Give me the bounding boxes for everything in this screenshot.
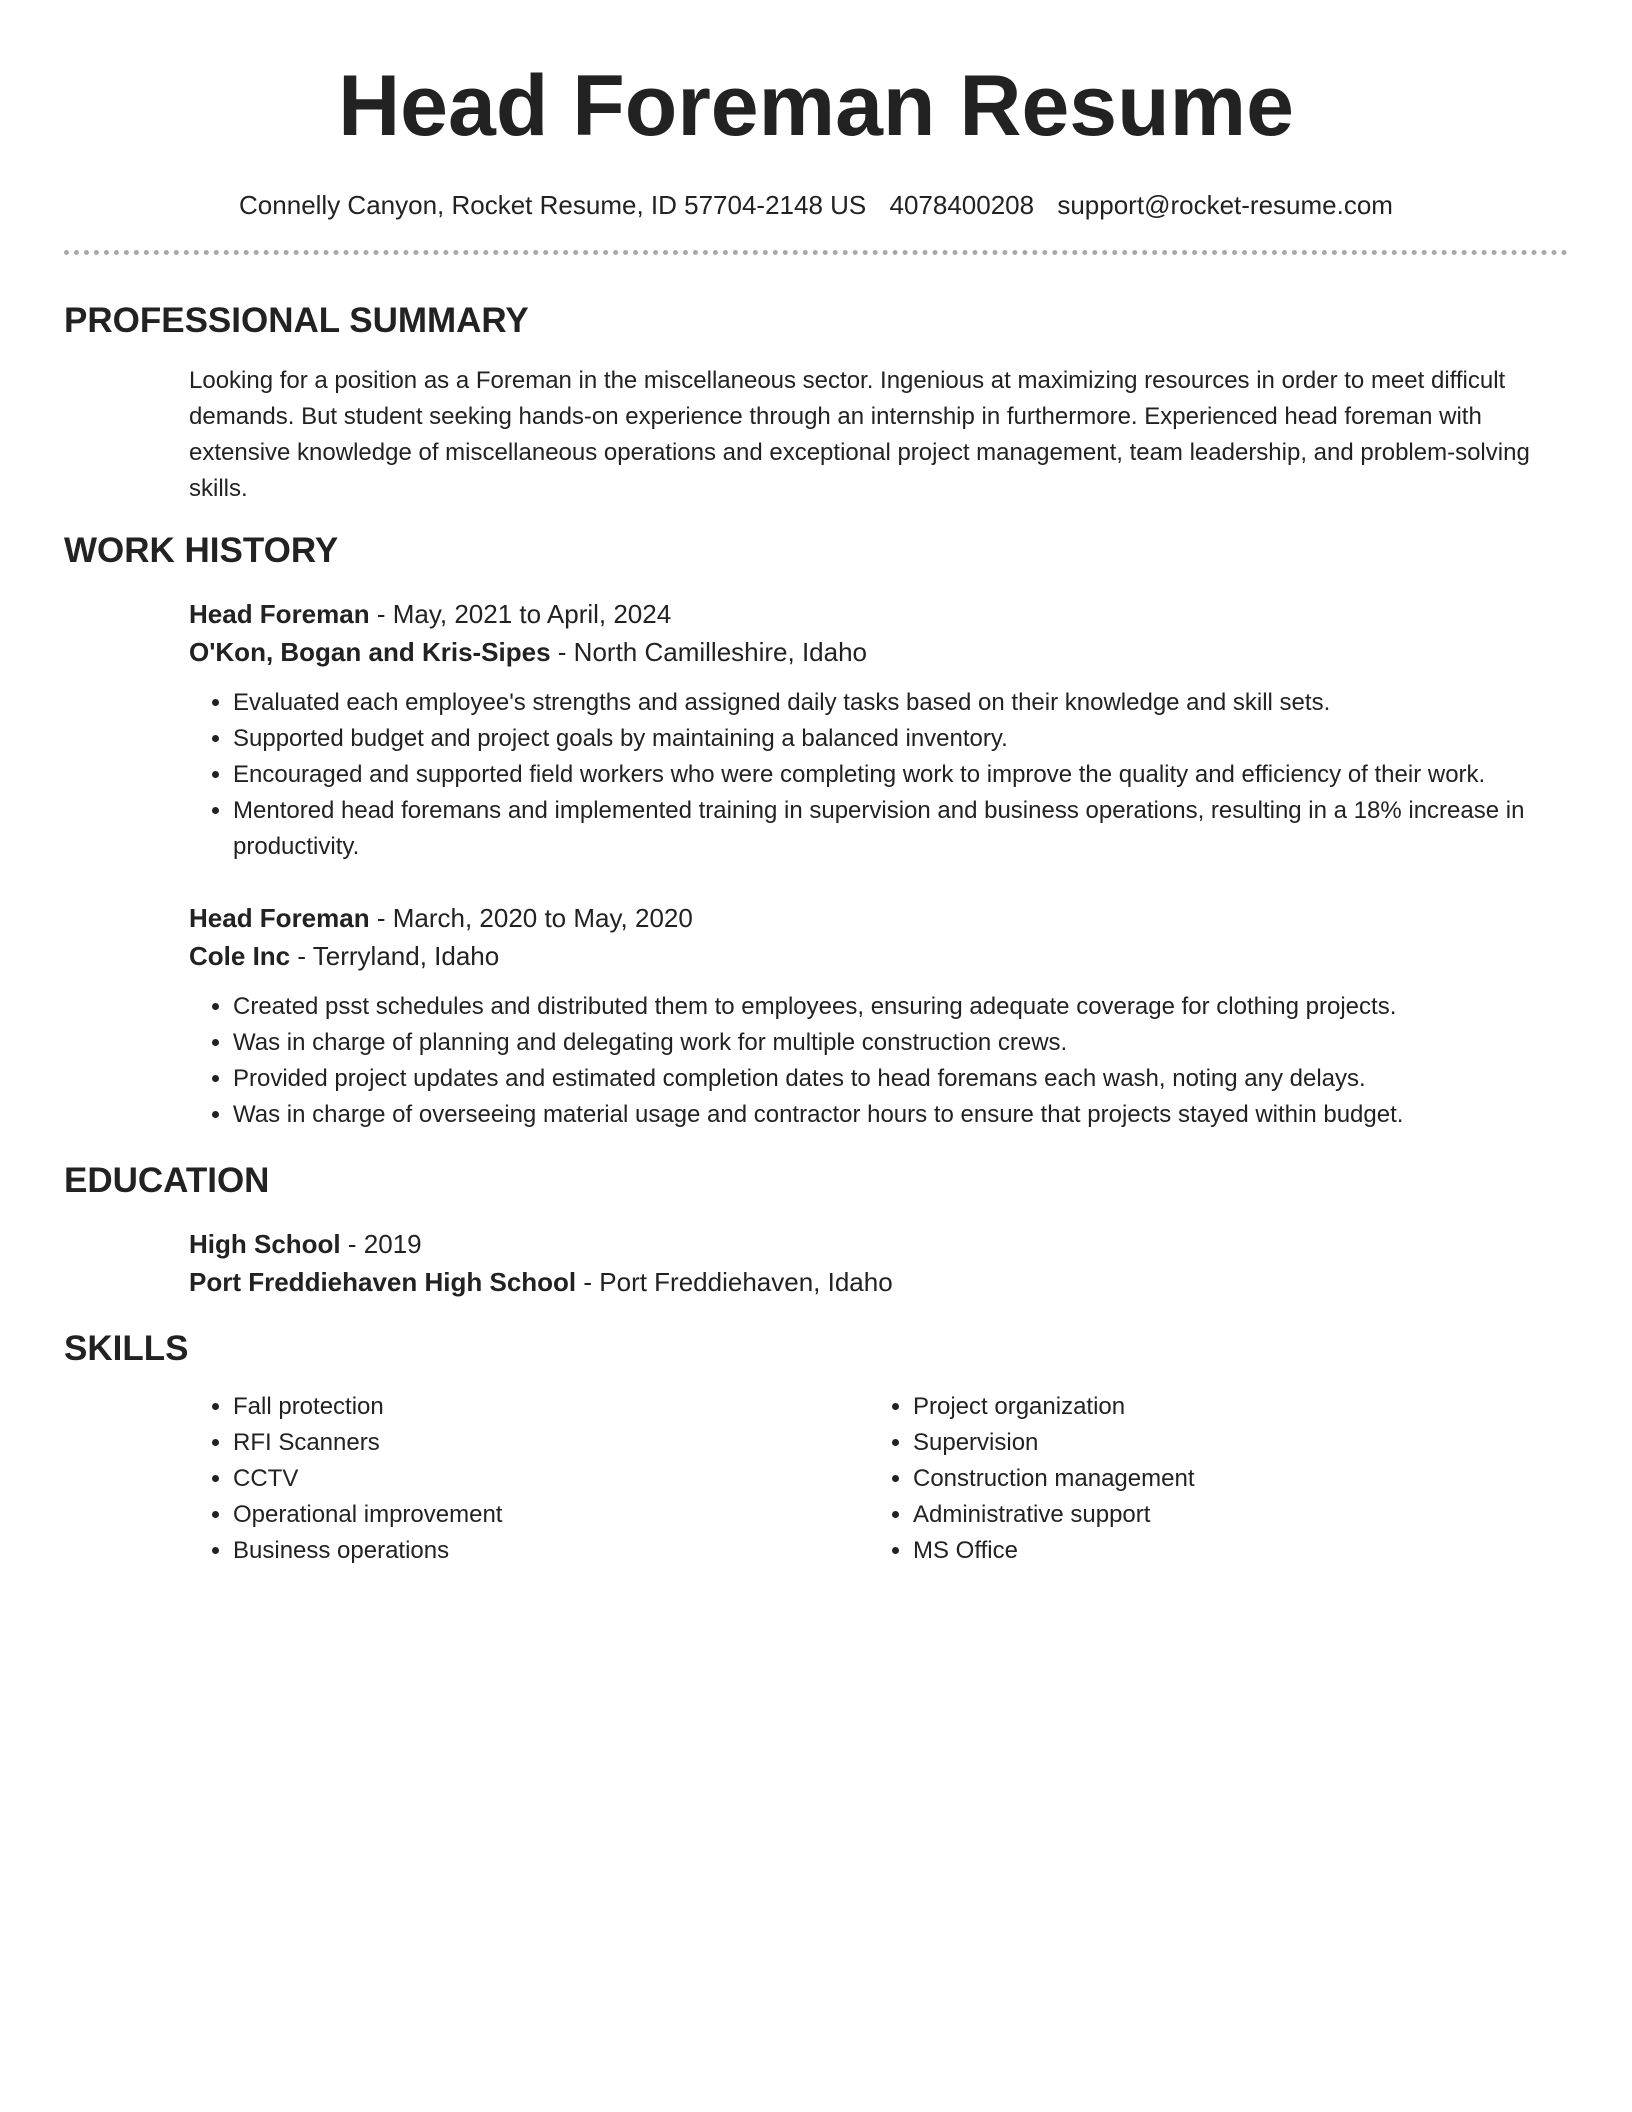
job-bullet: • Encouraged and supported field workers who were completing work to improve the quality and efficiency of their work.: [233, 757, 1568, 793]
job-bullet: • Was in charge of overseeing material usage and contractor hours to ensure that projects stayed within budget.: [233, 1097, 1568, 1133]
education-year: - 2019: [340, 1229, 422, 1259]
job-bullet: • Supported budget and project goals by maintaining a balanced inventory.: [233, 721, 1568, 757]
skill-item: • Business operations: [233, 1533, 869, 1569]
job-entry: [189, 899, 1568, 1133]
job-location: - North Camilleshire, Idaho: [550, 637, 868, 667]
job-location: - Terryland, Idaho: [290, 941, 500, 971]
job-title: Head Foreman: [189, 903, 370, 933]
job-dates: - March, 2020 to May, 2020: [369, 903, 693, 933]
skill-item: • CCTV: [233, 1461, 869, 1497]
contact-line: [64, 188, 1568, 222]
job-company: Cole Inc: [189, 941, 291, 971]
job-bullet: • Was in charge of planning and delegating work for multiple construction crews.: [233, 1025, 1568, 1061]
skill-item: • Fall protection: [233, 1389, 869, 1425]
job-entry: [189, 595, 1568, 865]
header-divider: [64, 250, 1568, 255]
education-school: Port Freddiehaven High School: [189, 1267, 577, 1297]
page-title: Head Foreman Resume: [338, 58, 1294, 154]
contact-address: Connelly Canyon, Rocket Resume, ID 57704-2148 US: [239, 190, 867, 220]
job-title: Head Foreman: [189, 599, 370, 629]
job-company-line: [189, 633, 1568, 671]
skills-column-left: [189, 1389, 869, 1569]
skill-item: • Operational improvement: [233, 1497, 869, 1533]
job-dates: - May, 2021 to April, 2024: [369, 599, 672, 629]
job-title-line: [189, 595, 1568, 633]
skill-item: • Construction management: [913, 1461, 1549, 1497]
education-school-line: [189, 1263, 1568, 1301]
job-bullet: • Evaluated each employee's strengths and assigned daily tasks based on their knowledge and skill sets.: [233, 685, 1568, 721]
section-title-summary: PROFESSIONAL SUMMARY: [64, 301, 529, 340]
contact-phone: 4078400208: [889, 190, 1035, 220]
skills-list: [189, 1389, 1568, 1569]
job-bullet: • Created psst schedules and distributed them to employees, ensuring adequate coverage for clothing projects.: [233, 989, 1568, 1025]
job-bullet: • Provided project updates and estimated completion dates to head foremans each wash, noting any delays.: [233, 1061, 1568, 1097]
job-bullets: [189, 989, 1568, 1133]
education-entry: [189, 1225, 1568, 1301]
job-company-line: [189, 937, 1568, 975]
section-title-skills: SKILLS: [64, 1329, 189, 1368]
skill-item: • RFI Scanners: [233, 1425, 869, 1461]
job-title-line: [189, 899, 1568, 937]
education-location: - Port Freddiehaven, Idaho: [576, 1267, 893, 1297]
skill-item: • Supervision: [913, 1425, 1549, 1461]
skill-item: • MS Office: [913, 1533, 1549, 1569]
skill-item: • Project organization: [913, 1389, 1549, 1425]
summary-text: Looking for a position as a Foreman in the miscellaneous sector. Ingenious at maximizing resources in order to meet difficult demands. But student seeking hands-on experience through an internship in furthermore. Experienced head foreman with extensive knowledge of miscellaneous operations and exceptional project management, team leadership, and problem-solving skills.: [189, 367, 1530, 502]
skill-item: • Administrative support: [913, 1497, 1549, 1533]
education-degree-line: [189, 1225, 1568, 1263]
job-company: O'Kon, Bogan and Kris-Sipes: [189, 637, 551, 667]
section-title-work-history: WORK HISTORY: [64, 531, 339, 570]
job-bullets: [189, 685, 1568, 865]
section-title-education: EDUCATION: [64, 1161, 270, 1200]
skills-column-right: [869, 1389, 1549, 1569]
education-degree: High School: [189, 1229, 341, 1259]
job-bullet: • Mentored head foremans and implemented training in supervision and business operations, resulting in a 18% increase in productivity.: [233, 793, 1568, 865]
contact-email: support@rocket-resume.com: [1057, 190, 1393, 220]
